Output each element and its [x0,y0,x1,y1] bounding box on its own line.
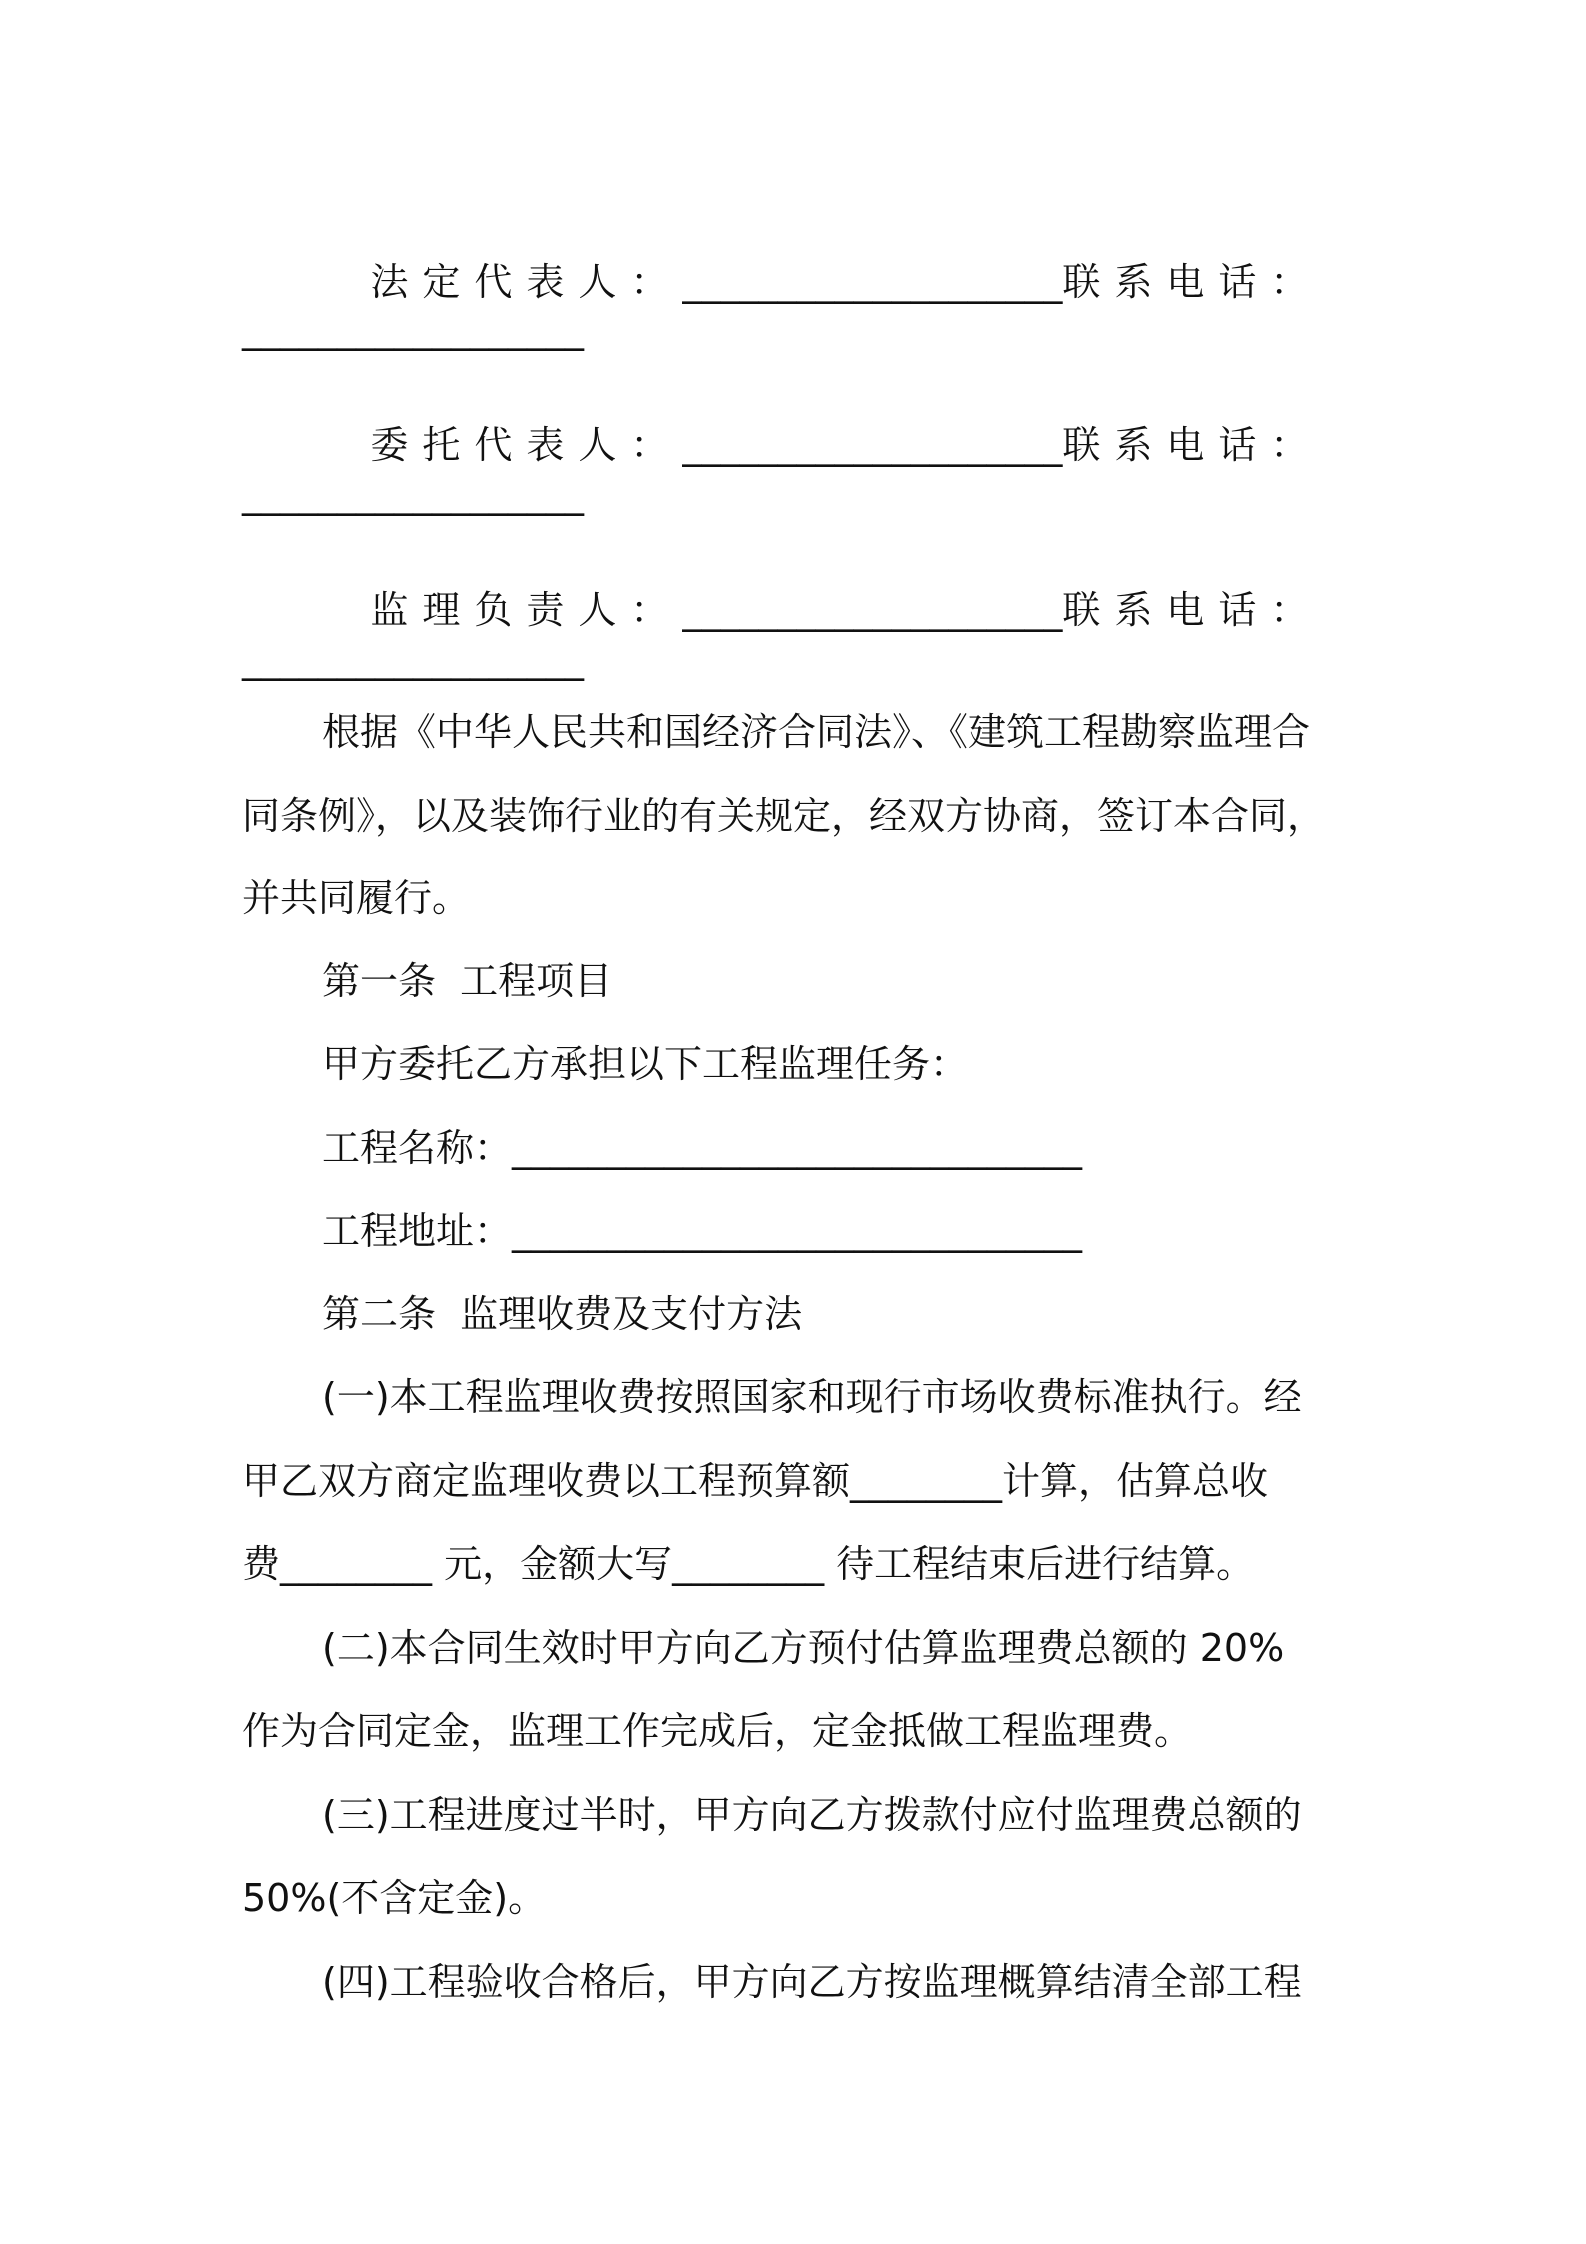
intro-line-3: 并共同履行。 [242,876,471,920]
article2-p3-line-2: 50%(不含定金)。 [242,1876,547,1920]
article1-desc: 甲方委托乙方承担以下工程监理任务： [322,1042,969,1086]
intro-line-2: 同条例》，以及装饰行业的有关规定，经双方协商，签订本合同， [242,794,1326,838]
article2-title: 第二条 监理收费及支付方法 [322,1292,803,1336]
entrusted-representative-label: 委托代表人： [370,423,683,467]
supervisor-phone-blank[interactable]: __________________ [242,637,584,681]
legal-representative-phone-label: 联系电话： [1062,260,1323,304]
legal-representative-label: 法定代表人： [370,260,683,304]
entrusted-representative-blank[interactable]: ____________________ [682,423,1063,467]
supervisor-blank[interactable]: ____________________ [682,588,1063,632]
article2-p2-line-1: (二)本合同生效时甲方向乙方预付估算监理费总额的 20% [322,1626,1285,1670]
entrusted-representative-phone-blank[interactable]: __________________ [242,472,584,516]
supervisor-phone-label: 联系电话： [1062,588,1323,632]
article2-p1-line-1: (一)本工程监理收费按照国家和现行市场收费标准执行。经 [322,1375,1302,1419]
supervisor-label: 监理负责人： [370,588,683,632]
project-address-field[interactable]: 工程地址：______________________________ [322,1209,1083,1253]
article1-title: 第一条 工程项目 [322,959,613,1003]
article2-p1-line-3: 费________ 元，金额大写________ 待工程结束后进行结算。 [242,1542,1255,1586]
article2-p2-line-2: 作为合同定金，监理工作完成后，定金抵做工程监理费。 [242,1709,1193,1753]
entrusted-representative-phone-label: 联系电话： [1062,423,1323,467]
intro-line-1: 根据《中华人民共和国经济合同法》、《建筑工程勘察监理合 [322,710,1311,754]
project-name-field[interactable]: 工程名称：______________________________ [322,1126,1083,1170]
legal-representative-phone-blank[interactable]: __________________ [242,307,584,351]
legal-representative-blank[interactable]: ____________________ [682,260,1063,304]
article2-p3-line-1: (三)工程进度过半时，甲方向乙方拨款付应付监理费总额的 [322,1793,1302,1837]
article2-p4-line-1: (四)工程验收合格后，甲方向乙方按监理概算结清全部工程 [322,1960,1302,2004]
article2-p1-line-2: 甲乙双方商定监理收费以工程预算额________计算，估算总收 [242,1459,1269,1503]
